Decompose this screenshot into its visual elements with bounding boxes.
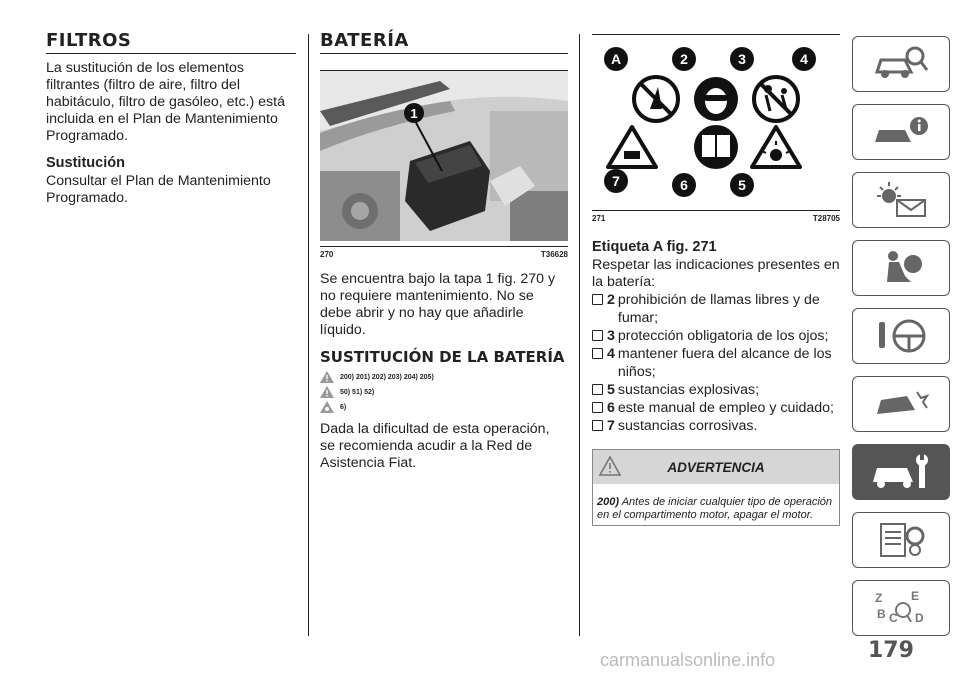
page-number: 179 [868, 638, 914, 663]
etiqueta-intro: Respetar las indicaciones presentes en la batería: [592, 257, 840, 290]
battery-label-symbols [592, 35, 840, 205]
environment-icon [320, 401, 334, 413]
steering-key-icon [871, 316, 931, 356]
battery-engine-photo [320, 71, 568, 241]
sustitucion-bateria-title: SUSTITUCIÓN DE LA BATERÍA [320, 348, 565, 366]
figure-270 [320, 70, 568, 247]
filtros-intro: La sustitución de los elementos filtrantes (filtro de aire, filtro del habitáculo, filtro de gasóleo, etc.) está incluida en el Plan de Mantenimiento Programado. [46, 60, 285, 144]
warning-box [592, 449, 840, 526]
figure-271-caption [592, 211, 840, 223]
list-item: 5 sustancias explosivas; [592, 381, 840, 399]
airbag-icon [871, 248, 931, 288]
service-list-icon [871, 520, 931, 560]
index-icon [871, 588, 931, 628]
svg-text:Z: Z [875, 591, 883, 605]
tab-service-list[interactable] [852, 512, 950, 568]
sustitucion-text: Consultar el Plan de Mantenimiento Programado. [46, 173, 271, 206]
keep-away-children-icon [754, 77, 798, 121]
etiqueta-list [592, 291, 840, 435]
watermark: carmanualsonline.info [600, 650, 776, 670]
figure-number: 270 [320, 250, 334, 259]
caution-refs: 50) 51) 52) [340, 388, 375, 396]
warning-body [593, 484, 839, 525]
list-item: 3 protección obligatoria de los ojos; [592, 327, 840, 345]
svg-text:B: B [877, 607, 886, 621]
tab-airbag[interactable] [852, 240, 950, 296]
etiqueta-section [592, 30, 840, 526]
tab-car-crash[interactable] [852, 376, 950, 432]
car-info-icon [871, 112, 931, 152]
column-divider [308, 34, 309, 636]
bateria-section [320, 30, 568, 472]
tab-car-info[interactable] [852, 104, 950, 160]
label-7: 7 [612, 173, 620, 189]
tab-steering-key[interactable] [852, 308, 950, 364]
tab-car-wrench[interactable] [852, 444, 950, 500]
etiqueta-title: Etiqueta A fig. 271 [592, 239, 717, 255]
figure-271 [592, 34, 840, 211]
label-6: 6 [680, 177, 688, 193]
column-divider [579, 34, 580, 636]
filtros-section [46, 30, 296, 207]
callout-1: 1 [410, 106, 418, 121]
environment-refs: 6) [340, 403, 347, 411]
label-5: 5 [738, 177, 746, 193]
no-flames-icon [634, 77, 678, 121]
chapter-tabs [852, 36, 952, 648]
car-search-icon [871, 44, 931, 84]
tab-index[interactable] [852, 580, 950, 636]
svg-text:E: E [911, 589, 920, 603]
list-item: 4 mantener fuera del alcance de los niños; [592, 345, 840, 381]
warning-lights-icon [871, 180, 931, 220]
figure-270-caption [320, 247, 568, 259]
list-item: 6 este manual de empleo y cuidado; [592, 399, 840, 417]
bateria-advice: Dada la dificultad de esta operación, se recomienda acudir a la Red de Asistencia Fiat. [320, 421, 550, 471]
warning-heading: ADVERTENCIA [667, 459, 765, 475]
warning-triangle-icon [320, 371, 334, 383]
warning-ref-row [320, 371, 568, 383]
label-4: 4 [800, 51, 808, 67]
caution-icon [320, 386, 334, 398]
warning-header [593, 450, 839, 484]
caution-ref-row [320, 386, 568, 398]
label-3: 3 [738, 51, 746, 67]
warning-text: Antes de iniciar cualquier tipo de operación en el compartimento motor, apagar el motor. [597, 496, 833, 521]
tab-warning-lights[interactable] [852, 172, 950, 228]
figure-code: T28705 [812, 214, 840, 223]
tab-car-search[interactable] [852, 36, 950, 92]
warning-refs: 200) 201) 202) 203) 204) 205) [340, 373, 434, 381]
list-item: 2 prohibición de llamas libres y de fumar; [592, 291, 840, 327]
eye-protection-icon [694, 77, 738, 121]
warning-triangle-icon [599, 456, 621, 476]
sustitucion-subtitle: Sustitución [46, 155, 125, 171]
svg-text:C: C [889, 611, 898, 625]
bateria-text: Se encuentra bajo la tapa 1 fig. 270 y no requiere mantenimiento. No se debe abrir y no hay que añadirle líquido. [320, 271, 556, 338]
svg-text:D: D [915, 611, 924, 625]
figure-code: T36628 [540, 250, 568, 259]
warning-ref: 200) [597, 496, 620, 508]
manual-icon [694, 125, 738, 169]
filtros-title: FILTROS [46, 30, 296, 54]
list-item: 7 sustancias corrosivas. [592, 417, 840, 435]
label-a: A [610, 51, 622, 67]
bateria-title: BATERÍA [320, 30, 568, 54]
car-crash-icon [871, 384, 931, 424]
car-wrench-icon [869, 452, 933, 492]
environment-ref-row [320, 401, 568, 413]
label-2: 2 [680, 51, 688, 67]
figure-number: 271 [592, 214, 606, 223]
